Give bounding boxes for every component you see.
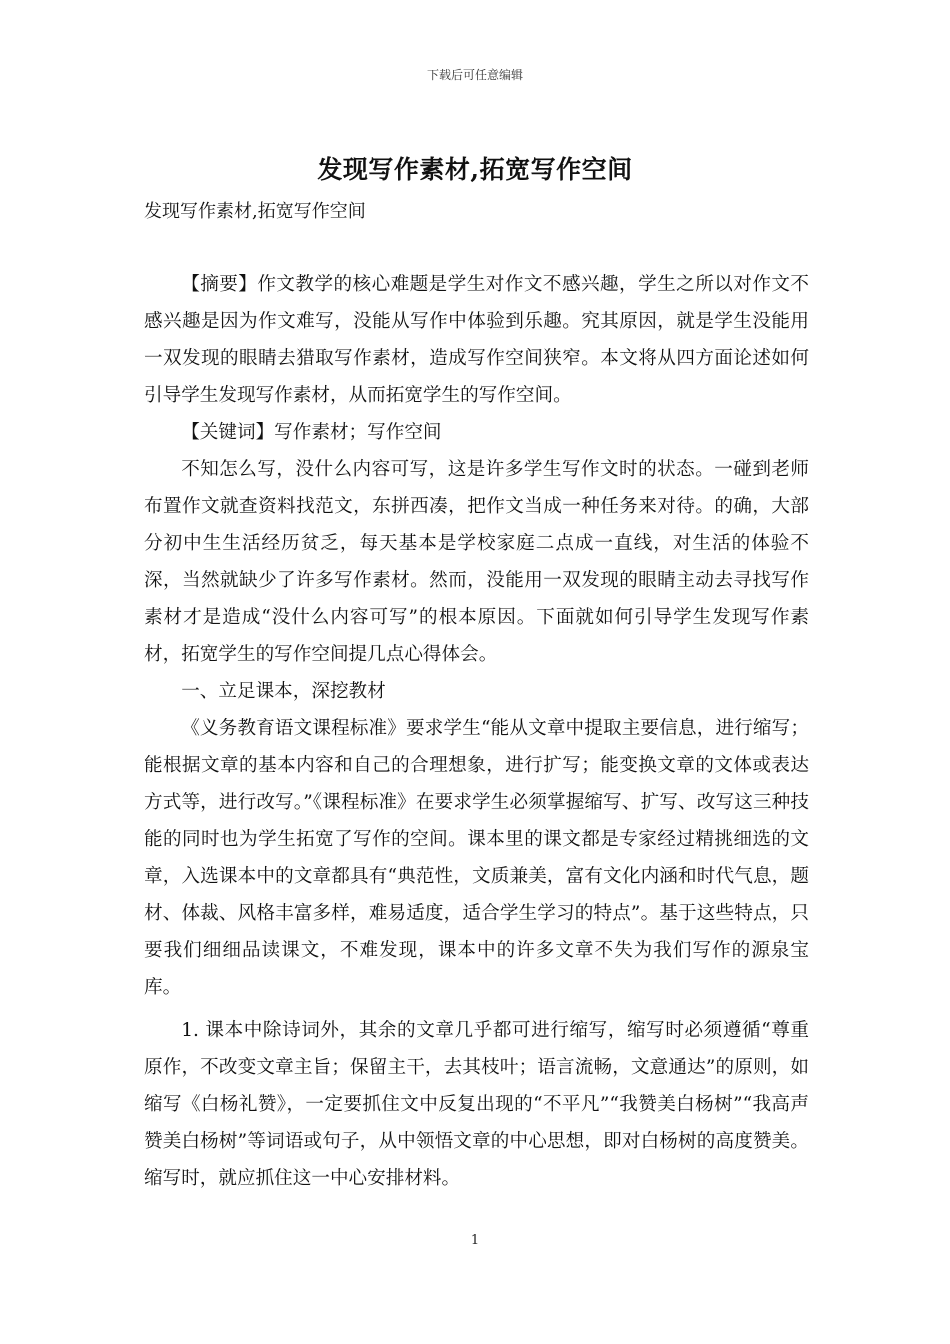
intro-paragraph: 不知怎么写，没什么内容可写，这是许多学生写作文时的状态。一碰到老师布置作文就查资料找范文，东拼西凑，把作文当成一种任务来对待。的确，大部分初中生生活经历贫乏，每天基本是学校家庭二点成一直线，对生活的体验不深，当然就缺少了许多写作素材。然而，没能用一双发现的眼睛主动去寻找写作素材才是造成“没什么内容可写”的根本原因。下面就如何引导学生发现写作素材，拓宽学生的写作空间提几点心得体会。 (144, 459, 809, 665)
page-number: 1 (470, 1233, 480, 1248)
body-paragraph: 1. 课本中除诗词外，其余的文章几乎都可进行缩写，缩写时必须遵循“尊重原作，不改变文章主旨；保留主干，去其枝叶；语言流畅，文意通达”的原则，如缩写《白杨礼赞》，一定要抓住文中反复出现的“不平凡”“我赞美白杨树”“我高声赞美白杨树”等词语或句子，从中领悟文章的中心思想，即对白杨树的高度赞美。缩写时，就应抓住这一中心安排材料。 (144, 1020, 809, 1189)
abstract-paragraph: 【摘要】作文教学的核心难题是学生对作文不感兴趣，学生之所以对作文不感兴趣是因为作文难写，没能从写作中体验到乐趣。究其原因，就是学生没能用一双发现的眼睛去猎取写作素材，造成写作空间狭窄。本文将从四方面论述如何引导学生发现写作素材，从而拓宽学生的写作空间。 (144, 274, 809, 406)
document-subtitle: 发现写作素材,拓宽写作空间 (144, 201, 366, 222)
body-paragraph: 《义务教育语文课程标准》要求学生“能从文章中提取主要信息，进行缩写；能根据文章的基本内容和自己的合理想象，进行扩写；能变换文章的文体或表达方式等，进行改写。”《课程标准》在要求学生必须掌握缩写、扩写、改写这三种技能的同时也为学生拓宽了写作的空间。课本里的课文都是专家经过精挑细选的文章，入选课本中的文章都具有“典范性，文质兼美，富有文化内涵和时代气息，题材、体裁、风格丰富多样，难易适度，适合学生学习的特点”。基于这些特点，只要我们细细品读课文，不难发现，课本中的许多文章不失为我们写作的源泉宝库。 (144, 718, 809, 998)
section-heading: 一、立足课本，深挖教材 (181, 681, 386, 702)
document-body (144, 266, 809, 1197)
document-title: 发现写作素材,拓宽写作空间 (317, 155, 633, 184)
page-header-note: 下载后可任意编辑 (426, 68, 523, 82)
keywords-paragraph: 【关键词】写作素材；写作空间 (181, 422, 442, 443)
